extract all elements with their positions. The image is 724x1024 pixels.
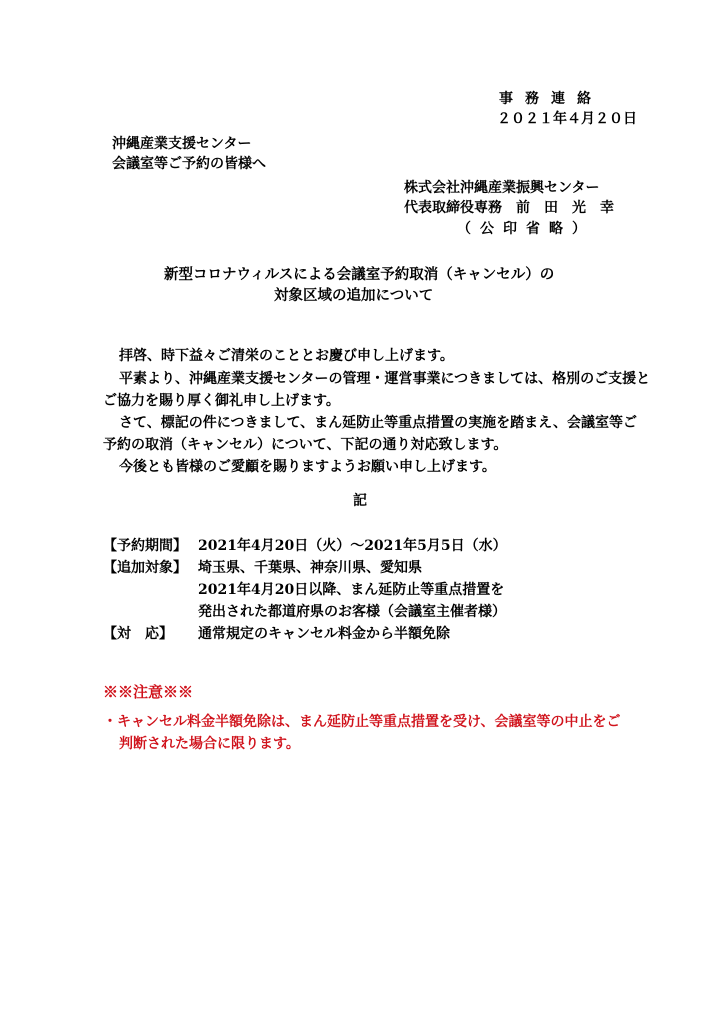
target-prefectures: 埼玉県、千葉県、神奈川県、愛知県 xyxy=(198,560,422,576)
period-value: 2021年4月20日（火）～2021年5月5日（水） xyxy=(198,538,507,554)
recipient-line-1: 沖縄産業支援センター xyxy=(112,136,252,152)
caution-line-1: ・キャンセル料金半額免除は、まん延防止等重点措置を受け、会議室等の中止をご xyxy=(103,714,621,730)
recipient-line-2: 会議室等ご予約の皆様へ xyxy=(112,156,266,172)
document-date: ２０２１年４月２０日 xyxy=(497,111,637,127)
seal-omitted-note: （公印省略） xyxy=(457,221,595,237)
body-greeting: 拝啓、時下益々ご清栄のこととお慶び申し上げます。 xyxy=(119,348,454,364)
body-paragraph-3a: さて、標記の件につきまして、まん延防止等重点措置の実施を踏まえ、会議室等ご xyxy=(119,415,637,431)
response-label: 【対 応】 xyxy=(103,626,173,642)
notice-title-line-1: 新型コロナウィルスによる会議室予約取消（キャンセル）の xyxy=(164,266,555,283)
target-label: 【追加対象】 xyxy=(103,560,187,576)
doc-type-label: 事務連絡 xyxy=(499,91,603,107)
sender-officer: 代表取締役専務 前 田 光 幸 xyxy=(404,200,614,216)
caution-heading: ※※注意※※ xyxy=(103,683,194,701)
body-paragraph-3b: 予約の取消（キャンセル）について、下記の通り対応致します。 xyxy=(103,437,508,453)
target-condition-2: 発出された都道府県のお客様（会議室主催者様） xyxy=(198,604,506,620)
body-closing: 今後とも皆様のご愛顧を賜りますようお願い申し上げます。 xyxy=(119,459,496,475)
period-label: 【予約期間】 xyxy=(103,538,187,554)
body-paragraph-2b: ご協力を賜り厚く御礼申し上げます。 xyxy=(103,393,340,409)
response-value: 通常規定のキャンセル料金から半額免除 xyxy=(198,626,450,642)
caution-line-2: 判断された場合に限ります。 xyxy=(119,736,300,752)
ki-heading: 記 xyxy=(353,493,367,509)
target-condition-1: 2021年4月20日以降、まん延防止等重点措置を xyxy=(198,582,505,598)
notice-title-line-2: 対象区域の追加について xyxy=(274,287,434,304)
sender-company: 株式会社沖縄産業振興センター xyxy=(404,180,600,196)
body-paragraph-2a: 平素より、沖縄産業支援センターの管理・運営事業につきましては、格別のご支援と xyxy=(119,371,651,387)
